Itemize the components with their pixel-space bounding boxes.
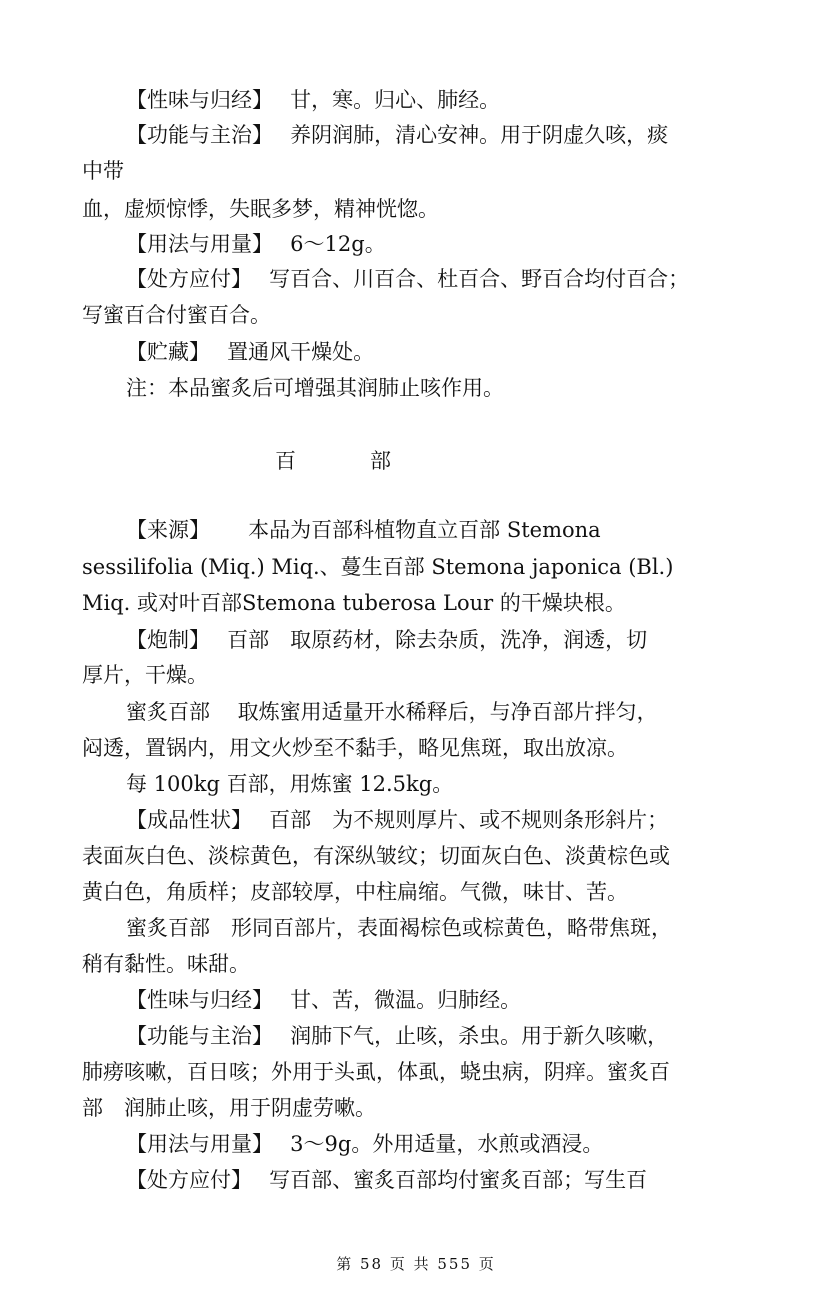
text-line: 肺痨咳嗽，百日咳；外用于头虱，体虱，蛲虫病，阴痒。蜜炙百: [82, 1060, 670, 1084]
text-line: 黄白色，角质样；皮部较厚，中柱扁缩。气微，味甘、苦。: [82, 880, 628, 904]
text-line: 部 润肺止咳，用于阴虚劳嗽。: [82, 1096, 376, 1120]
text-line: 【功能与主治】 润肺下气，止咳，杀虫。用于新久咳嗽，: [126, 1024, 669, 1048]
section-title: 百部: [275, 449, 465, 473]
text-line: 【来源】 本品为百部科植物直立百部 Stemona: [126, 518, 601, 542]
text-line: 【处方应付】 写百部、蜜炙百部均付蜜炙百部；写生百: [126, 1168, 648, 1192]
text-line: 【处方应付】 写百合、川百合、杜百合、野百合均付百合；: [126, 267, 690, 291]
text-line: 表面灰白色、淡棕黄色，有深纵皱纹；切面灰白色、淡黄棕色或: [82, 844, 670, 868]
text-line: 中带: [82, 159, 124, 183]
text-line: 【成品性状】 百部 为不规则厚片、或不规则条形斜片；: [126, 808, 669, 832]
text-line: 血，虚烦惊悸，失眠多梦，精神恍惚。: [82, 197, 439, 221]
text-line: 【性味与归经】 甘、苦，微温。归肺经。: [126, 988, 522, 1012]
text-line: 【炮制】 百部 取原药材，除去杂质，洗净，润透，切: [126, 628, 648, 652]
text-line: 稍有黏性。味甜。: [82, 952, 250, 976]
text-line: 蜜炙百部 形同百部片，表面褐棕色或棕黄色，略带焦斑，: [126, 916, 672, 940]
text-line: 【用法与用量】 3～9g。外用适量，水煎或酒浸。: [126, 1132, 604, 1156]
page-footer: 第 58 页 共 555 页: [336, 1255, 496, 1273]
text-line: 【贮藏】 置通风干燥处。: [126, 340, 375, 364]
text-line: 蜜炙百部 取炼蜜用适量开水稀释后，与净百部片拌匀，: [126, 700, 658, 724]
text-line: 每 100kg 百部，用炼蜜 12.5kg。: [126, 772, 454, 796]
text-line: 注：本品蜜炙后可增强其润肺止咳作用。: [126, 376, 504, 400]
text-line: 【用法与用量】 6～12g。: [126, 232, 386, 256]
text-line: 【性味与归经】 甘，寒。归心、肺经。: [126, 88, 501, 112]
text-line: 闷透，置锅内，用文火炒至不黏手，略见焦斑，取出放凉。: [82, 736, 628, 760]
text-line: 写蜜百合付蜜百合。: [82, 303, 271, 327]
text-line: sessilifolia (Miq.) Miq.、蔓生百部 Stemona japonica (Bl.): [82, 555, 674, 579]
text-line: 【功能与主治】 养阴润肺，清心安神。用于阴虚久咳，痰: [126, 123, 669, 147]
text-line: 厚片，干燥。: [82, 663, 208, 687]
text-line: Miq. 或对叶百部Stemona tuberosa Lour 的干燥块根。: [82, 591, 626, 615]
